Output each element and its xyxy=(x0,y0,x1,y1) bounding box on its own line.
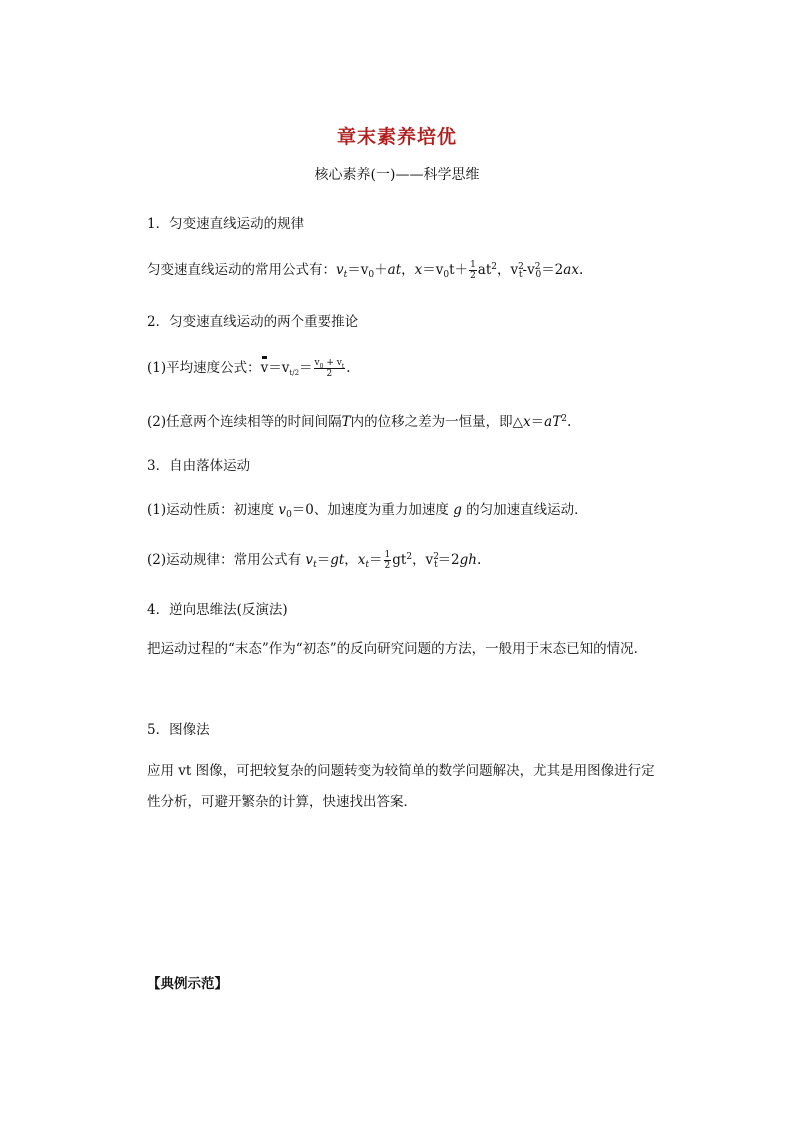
heading-4: 4．逆向思维法(反演法) xyxy=(147,602,288,618)
formula-prefix: 匀变速直线运动的常用公式有： xyxy=(147,262,336,278)
section-subtitle: 核心素养(一)——科学思维 xyxy=(314,167,480,183)
formula-line-1: 匀变速直线运动的常用公式有：$v_t=v_0+at$，$x=v_0t+$ $\frac{1}{2}$ $at^2$，$v^2_t-v^2_0=2ax$. xyxy=(147,260,584,281)
heading-1: 1．匀变速直线运动的规律 xyxy=(147,216,305,232)
formula-line-3: (2)任意两个连续相等的时间间隔T内的位移之差为一恒量，即$\triangle x=aT^2$. xyxy=(147,414,572,430)
paragraph-5 xyxy=(147,756,667,818)
example-label: 【典例示范】 xyxy=(147,976,228,992)
item-variable: T xyxy=(341,414,351,430)
paragraph-text: 把运动过程的“末态”作为“初态”的反向研究问题的方法，一般用于末态已知的情况． xyxy=(147,641,648,657)
item-label: (2)运动规律：常用公式有 xyxy=(147,552,302,568)
item-text: 内的位移之差为一恒量，即△ xyxy=(350,414,524,430)
heading-5: 5．图像法 xyxy=(147,722,210,738)
page-title: 章末素养培优 xyxy=(336,126,457,148)
formula-line-4: (1)运动性质：初速度 $v_0=0$、加速度为重力加速度 g 的匀加速直线运动． xyxy=(147,502,588,520)
item-label: (1)平均速度公式： xyxy=(147,360,261,376)
formula-line-2: (1)平均速度公式：$v=v_{t/2}=$ $\frac{v_0 + v_t}{2}$ . xyxy=(147,358,351,379)
paragraph-text: 应用 vt 图像，可把较复杂的问题转变为较简单的数学问题解决，尤其是用图像进行定性分析，可避开繁杂的计算，快速找出答案． xyxy=(147,763,655,810)
heading-2: 2．匀变速直线运动的两个重要推论 xyxy=(147,314,359,330)
paragraph-4 xyxy=(147,634,667,665)
formula-line-5: (2)运动规律：常用公式有 $v_t=gt$，$x_t=$ $\frac{1}{2}$ $gt^2$，$v^2_t=2gh$. xyxy=(147,550,482,571)
heading-3: 3．自由落体运动 xyxy=(147,458,251,474)
item-text: (2)任意两个连续相等的时间间隔 xyxy=(147,414,342,430)
